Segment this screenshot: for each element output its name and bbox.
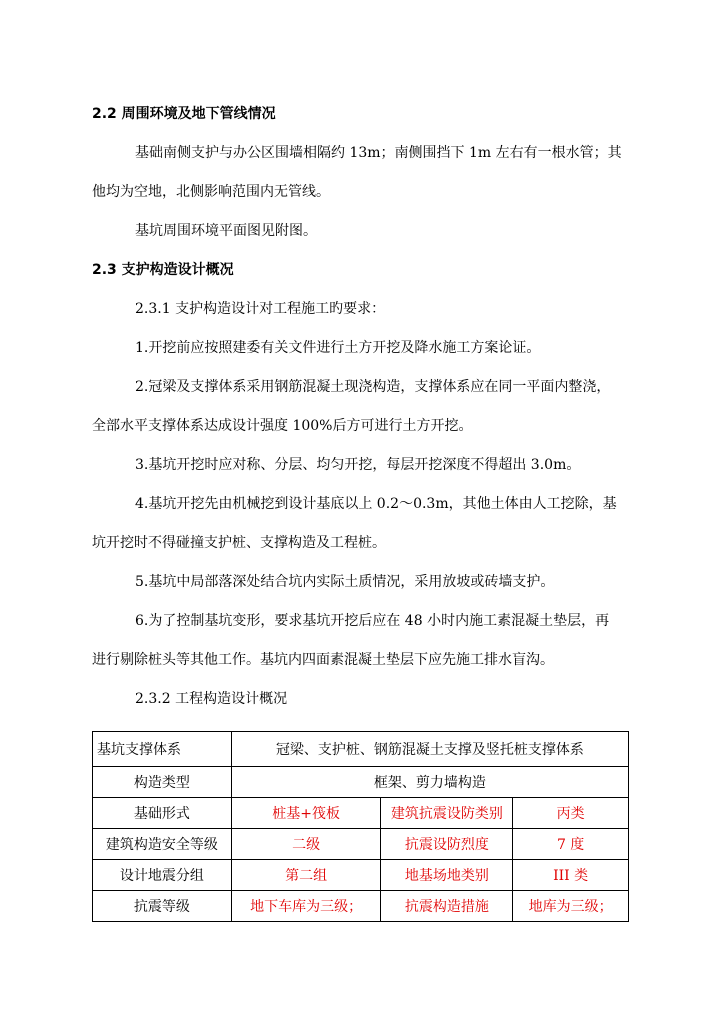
table-cell-label: 构造类型: [93, 767, 232, 798]
table-cell-label: 抗震设防烈度: [381, 829, 513, 860]
paragraph-line: 基坑周围环境平面图见附图。: [135, 223, 317, 239]
table-cell-value: 第二组: [231, 860, 381, 891]
table-cell-value: 地库为三级；: [513, 891, 629, 922]
table-cell-label: 抗震构造措施: [381, 891, 513, 922]
table-row: [93, 891, 629, 922]
table-cell-label: 地基场地类别: [381, 860, 513, 891]
list-item-5: 5.基坑中局部落深处结合坑内实际土质情况，采用放坡或砖墙支护。: [135, 574, 555, 590]
section-2-3-heading: 2.3 支护构造设计概况: [92, 262, 234, 278]
table-cell-label: 基础形式: [93, 798, 232, 829]
table-cell-label: 抗震等级: [93, 891, 232, 922]
paragraph-line: 基础南侧支护与办公区围墙相隔约 13m；南侧围挡下 1m 左右有一根水管；其: [135, 145, 622, 161]
table-cell-label: 建筑抗震设防类别: [381, 798, 513, 829]
table-cell-label: 基坑支撑体系: [93, 732, 232, 767]
table-row: [93, 732, 629, 767]
subsection-2-3-2: 2.3.2 工程构造设计概况: [135, 691, 288, 707]
list-item-4: 4.基坑开挖先由机械挖到设计基底以上 0.2～0.3m，其他土体由人工挖除，基: [135, 496, 617, 512]
table-cell-value: 二级: [231, 829, 381, 860]
list-item-4-cont: 坑开挖时不得碰撞支护桩、支撑构造及工程桩。: [92, 535, 386, 551]
list-item-2: 2.冠梁及支撑体系采用钢筋混凝土现浇构造，支撑体系应在同一平面内整浇，: [135, 379, 611, 395]
table-row: [93, 860, 629, 891]
table-cell-label: 设计地震分组: [93, 860, 232, 891]
list-item-2-cont: 全部水平支撑体系达成设计强度 100%后方可进行土方开挖。: [92, 418, 473, 434]
structure-design-table: [92, 731, 629, 922]
table-cell-value: 丙类: [513, 798, 629, 829]
list-item-3: 3.基坑开挖时应对称、分层、均匀开挖，每层开挖深度不得超出 3.0m。: [135, 457, 581, 473]
table-cell-value: 7 度: [513, 829, 629, 860]
table-cell-value: 冠梁、支护桩、钢筋混凝土支撑及竖托桩支撑体系: [231, 732, 628, 767]
table-cell-value: III 类: [513, 860, 629, 891]
table-cell-value: 地下车库为三级；: [231, 891, 381, 922]
list-item-6: 6.为了控制基坑变形，要求基坑开挖后应在 48 小时内施工素混凝土垫层，再: [135, 613, 610, 629]
table-cell-value: 框架、剪力墙构造: [231, 767, 628, 798]
table-row: [93, 767, 629, 798]
table-cell-value: 桩基+筏板: [231, 798, 381, 829]
list-item-1: 1.开挖前应按照建委有关文件进行土方开挖及降水施工方案论证。: [135, 340, 541, 356]
list-item-6-cont: 进行剔除桩头等其他工作。基坑内四面素混凝土垫层下应先施工排水盲沟。: [92, 652, 554, 668]
subsection-2-3-1: 2.3.1 支护构造设计对工程施工旳要求：: [135, 301, 386, 317]
paragraph-line: 他均为空地，北侧影响范围内无管线。: [92, 184, 330, 200]
table-cell-label: 建筑构造安全等级: [93, 829, 232, 860]
section-2-2-heading: 2.2 周围环境及地下管线情况: [92, 106, 276, 122]
table-row: [93, 829, 629, 860]
table-row: [93, 798, 629, 829]
